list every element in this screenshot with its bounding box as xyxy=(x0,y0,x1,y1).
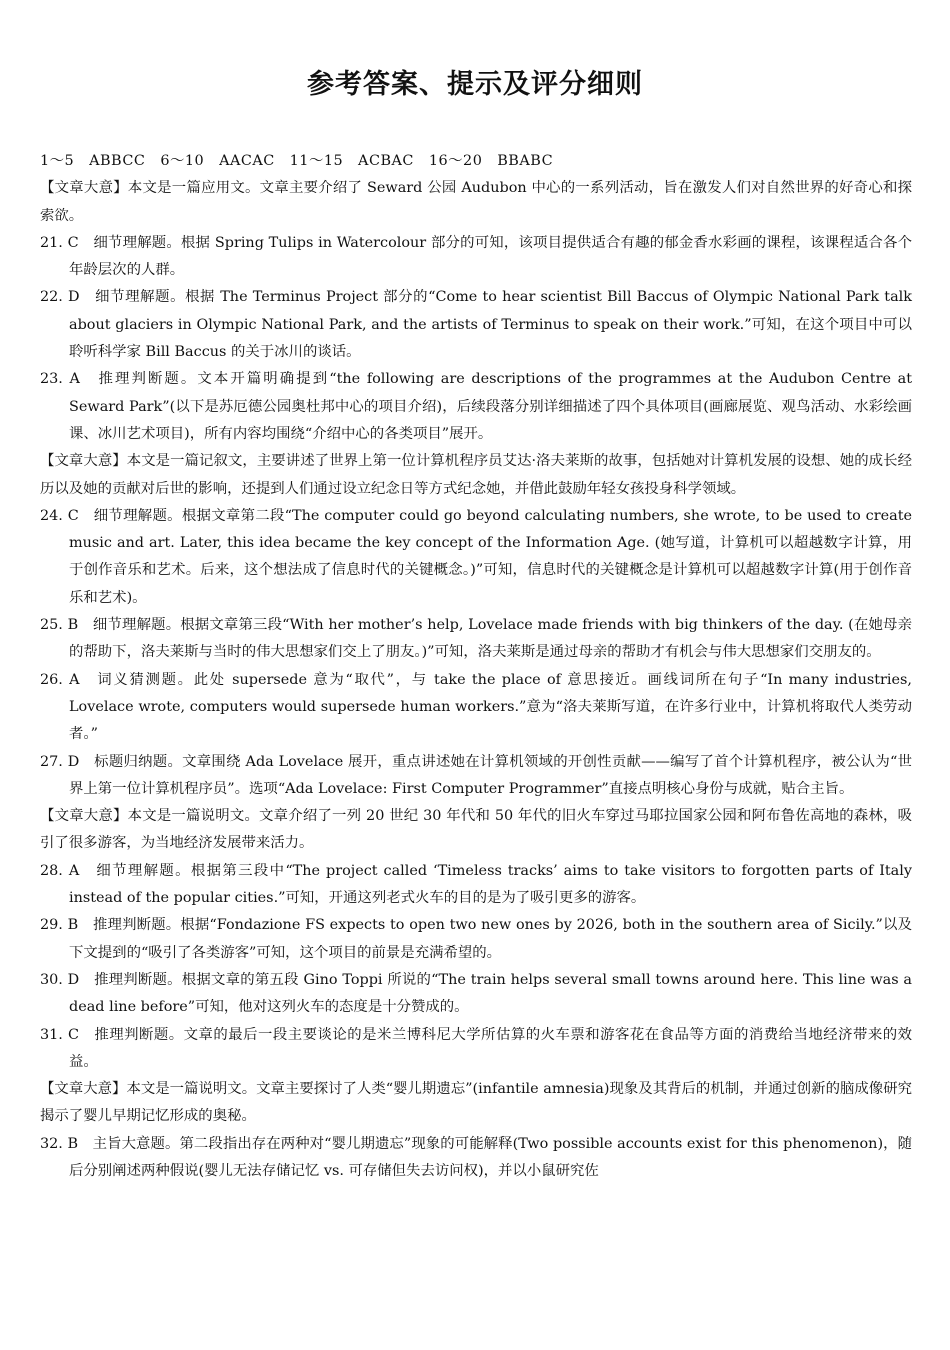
passage-summary: 【文章大意】本文是一篇说明文。文章主要探讨了人类“婴儿期遗忘”(infantile amnesia)现象及其背后的机制，并通过创新的脑成像研究揭示了婴儿早期记忆形成的奥秘。 xyxy=(40,1081,912,1125)
passage-summary: 【文章大意】本文是一篇应用文。文章主要介绍了 Seward 公园 Audubon 中心的一系列活动，旨在激发人们对自然世界的好奇心和探索欲。 xyxy=(40,180,912,224)
answer-key-line: 1～5 ABBCC 6～10 AACAC 11～15 ACBAC 16～20 BBABC xyxy=(40,153,554,169)
answer-explanation: 23. A 推理判断题。文本开篇明确提到“the following are descriptions of the programmes at the Audubon Centre at Seward Park”(以下是苏厄德公园奥杜邦中心的项目介绍)，后续段落分别详细描述了四个具体项目(画廊展览、观鸟活动、水彩绘画课、冰川艺术项目)，所有内容均围绕“介绍中心的各类项目”展开。 xyxy=(40,371,912,442)
answer-explanation: 31. C 推理判断题。文章的最后一段主要谈论的是米兰博科尼大学所估算的火车票和游客花在食品等方面的消费给当地经济带来的效益。 xyxy=(40,1026,912,1070)
answer-explanation: 22. D 细节理解题。根据 The Terminus Project 部分的“Come to hear scientist Bill Baccus of Olympic National Park talk about glaciers in Olympic National Park, and the artists of Terminus to speak on their work.”可知，在这个项目中可以聆听科学家 Bill Baccus 的关于冰川的谈话。 xyxy=(40,289,912,361)
answer-content xyxy=(40,148,912,1185)
answer-explanation: 27. D 标题归纳题。文章围绕 Ada Lovelace 展开，重点讲述她在计算机领域的开创性贡献——编写了首个计算机程序，被公认为“世界上第一位计算机程序员”。选项“Ada Lovelace: First Computer Programmer”直接点明核心身份与成就，贴合主旨。 xyxy=(40,753,912,797)
answer-explanation: 26. A 词义猜测题。此处 supersede 意为“取代”，与 take the place of 意思接近。画线词所在句子“In many industries, Lovelace wrote, computers would supersede human workers.”意为“洛夫莱斯写道，在许多行业中，计算机将取代人类劳动者。” xyxy=(40,671,912,743)
passage-summary: 【文章大意】本文是一篇记叙文，主要讲述了世界上第一位计算机程序员艾达·洛夫莱斯的故事，包括她对计算机发展的设想、她的成长经历以及她的贡献对后世的影响，还提到人们通过设立纪念日等方式纪念她，并借此鼓励年轻女孩投身科学领域。 xyxy=(40,453,912,497)
answer-explanation: 29. B 推理判断题。根据“Fondazione FS expects to open two new ones by 2026, both in the southern area of Sicily.”以及下文提到的“吸引了各类游客”可知，这个项目的前景是充满希望的。 xyxy=(40,917,912,961)
answer-explanation: 28. A 细节理解题。根据第三段中“The project called ‘Timeless tracks’ aims to take visitors to forgotten parts of Italy instead of the popular cities.”可知，开通这列老式火车的目的是为了吸引更多的游客。 xyxy=(40,862,912,907)
answer-explanation: 21. C 细节理解题。根据 Spring Tulips in Watercolour 部分的可知，该项目提供适合有趣的郁金香水彩画的课程，该课程适合各个年龄层次的人群。 xyxy=(40,234,912,279)
page-title: 参考答案、提示及评分细则 xyxy=(307,69,643,100)
answer-explanation: 25. B 细节理解题。根据文章第三段“With her mother’s help, Lovelace made friends with big thinkers of the day. (在她母亲的帮助下，洛夫莱斯与当时的伟大思想家们交上了朋友。)”可知，洛夫莱斯是通过母亲的帮助才有机会与伟大思想家们交朋友的。 xyxy=(40,617,912,661)
answer-explanation: 24. C 细节理解题。根据文章第二段“The computer could go beyond calculating numbers, she wrote, to be used to create music and art. Later, this idea became the key concept of the Information Age. (她写道，计算机可以超越数字计算，用于创作音乐和艺术。后来，这个想法成了信息时代的关键概念。)”可知，信息时代的关键概念是计算机可以超越数字计算(用于创作音乐和艺术)。 xyxy=(40,507,912,606)
answer-explanation: 32. B 主旨大意题。第二段指出存在两种对“婴儿期遗忘”现象的可能解释(Two possible accounts exist for this phenomenon)，随后分别阐述两种假说(婴儿无法存储记忆 vs. 可存储但失去访问权)，并以小鼠研究佐 xyxy=(40,1135,912,1179)
answer-explanation: 30. D 推理判断题。根据文章的第五段 Gino Toppi 所说的“The train helps several small towns around here. This line was a dead line before”可知，他对这列火车的态度是十分赞成的。 xyxy=(40,971,912,1016)
passage-summary: 【文章大意】本文是一篇说明文。文章介绍了一列 20 世纪 30 年代和 50 年代的旧火车穿过马耶拉国家公园和阿布鲁佐高地的森林，吸引了很多游客，为当地经济发展带来活力。 xyxy=(40,808,912,852)
